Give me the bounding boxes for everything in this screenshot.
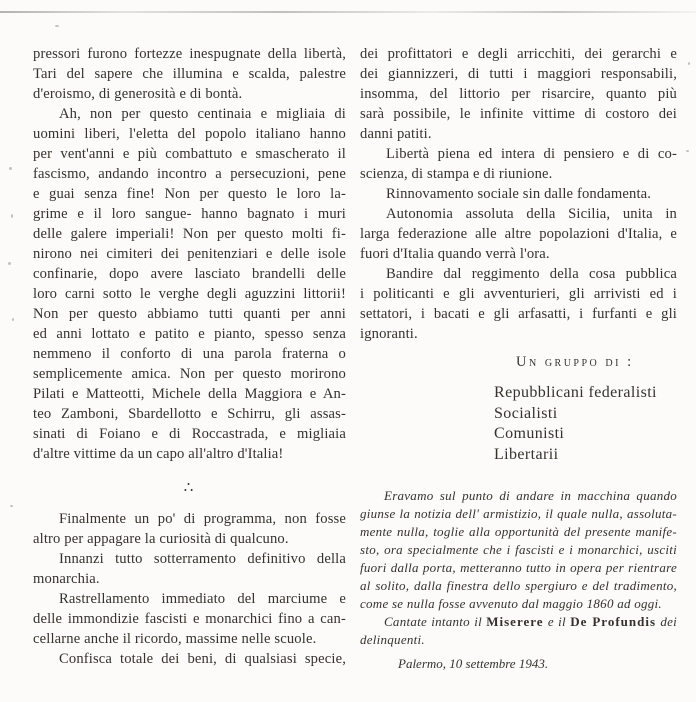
text-line: delle immondizie fascisti e monarchici fino a can- <box>33 611 346 627</box>
text-line: Rinnovamento sociale sin dalle fondamenta. <box>386 186 652 202</box>
text-line: Tari del sapere che illumina e scalda, palestre <box>33 66 346 82</box>
signatory-item: Socialisti <box>494 404 558 422</box>
text-line: fuori d'Italia quando verrà l'ora. <box>360 246 550 262</box>
text-line: pressori furono fortezze inespugnate della libertà, <box>33 46 346 62</box>
text-line: semplicemente amica. Non per questo morirono <box>33 366 346 382</box>
scan-speck <box>11 214 13 218</box>
text-line: larga federazione alle altre popolazioni d'Italia, e <box>360 226 677 242</box>
text-line: delle galere imperiali! Non per questo molti fi- <box>33 226 346 242</box>
text-line: uomini liberi, l'eletta del popolo italiano hanno <box>33 126 346 142</box>
emphasis-roman: De Profundis <box>570 614 657 629</box>
signatories-list <box>360 383 677 465</box>
text-line: delinquenti. <box>360 632 425 647</box>
asterism-separator-icon: ∴ <box>183 480 196 496</box>
text-line: fuori dalla porta, metteranno tutto in opera per rientrare <box>360 560 677 575</box>
scan-speck <box>686 150 689 152</box>
scan-speck <box>55 25 59 27</box>
signatory-item: Libertarii <box>494 445 559 463</box>
text-line: giunse la notizia dell' armistizio, il quale nulla, assoluta- <box>360 506 677 521</box>
text-line: teo Zamboni, Sbardellotto e Schirru, gli assas- <box>33 406 346 422</box>
text-line: Ah, non per questo centinaia e migliaia di <box>59 106 346 122</box>
text-line: e guai senza fine! Non per questo le loro la- <box>33 186 346 202</box>
text-line: mente nulla, toglie alla opportunità del presente manife- <box>360 524 677 539</box>
text-line: d'eroismo, di generosità e di bontà. <box>33 86 243 102</box>
text-line: cellarne anche il ricordo, massime nelle scuole. <box>33 631 317 647</box>
text-line: nemmeno il conforto di una parola fraterna o <box>33 346 346 362</box>
text-line: Innanzi tutto sotterramento definitivo della <box>59 551 346 567</box>
text-line: Rastrellamento immediato del marciume e <box>59 591 346 607</box>
scan-speck <box>688 62 690 65</box>
text-line: ignoranti. <box>360 326 418 342</box>
text-line: fascismo, andando incontro a persecuzioni, pene <box>33 166 346 182</box>
text-line: come se nulla fosse avvenuto dal maggio 1860 ad oggi. <box>360 596 662 611</box>
left-column-part2 <box>33 509 346 669</box>
text-line: dei giannizzeri, di tutti i maggiori responsabili, <box>360 66 677 82</box>
text-line: nirono nei cimiteri dei penitenziari e delle isole <box>33 246 346 262</box>
text-line: dei profittatori e degli arricchiti, dei gerarchi e <box>360 46 677 62</box>
text-line: danni patiti. <box>360 126 432 142</box>
scan-speck <box>8 262 11 265</box>
text-line: Non per questo abbiamo tutti quanti per anni <box>33 306 346 322</box>
signatory-item: Repubblicani federalisti <box>494 384 657 401</box>
text-line: i politicanti e gli avventurieri, gli arrivisti ed i <box>360 286 677 302</box>
text-line: d'altre vittime da un capo all'altro d'Italia! <box>33 446 284 462</box>
text-line: Finalmente un po' di programma, non fosse <box>59 511 346 527</box>
text-line: loro carni sotto le verghe degli aguzzini littorii! <box>33 286 346 302</box>
text-line: Pilati e Matteotti, Michele della Maggiora e An- <box>33 386 346 402</box>
text-line: sinati di Foiano e di Roccastrada, e migliaia <box>33 426 346 442</box>
text-line: sto, ora specialmente che i fascisti e i monarchici, usciti <box>360 542 677 557</box>
scan-speck <box>10 505 13 507</box>
text-line: Cantate intanto il Miserere e il De Profundis dei <box>384 614 677 629</box>
text-line: sarà possibile, le infinite vittime di costoro dei <box>360 106 677 122</box>
text-line: Bandire dal reggimento della cosa pubblica <box>386 266 677 282</box>
text-line: settatori, i bacati e gli arfasatti, i furfanti e gli <box>360 306 677 322</box>
text-line: al solito, dalla finestra dello spergiuro e del tradimento, <box>360 578 677 593</box>
text-line: insomma, del littorio per risarcire, quanto più <box>360 86 677 102</box>
signatory-item: Comunisti <box>494 425 565 442</box>
right-column <box>360 44 677 672</box>
text-line: ed anni lottato e patito e pianto, spesso senza <box>33 326 346 342</box>
scan-speck <box>12 318 14 321</box>
left-column <box>33 44 346 669</box>
dateline: Palermo, 10 settembre 1943. <box>398 656 549 671</box>
text-line: Confisca totale dei beni, di qualsiasi specie, <box>59 651 346 667</box>
left-column-part1 <box>33 44 346 464</box>
emphasis-roman: Miserere <box>486 614 544 629</box>
scan-speck <box>9 167 12 170</box>
group-heading: Un gruppo di : <box>516 354 634 370</box>
text-line: confinarie, dopo avere lasciato brandelli delle <box>33 266 346 282</box>
postscript-block <box>360 487 677 649</box>
text-line: Libertà piena ed intera di pensiero e di co- <box>386 146 677 162</box>
text-line: Eravamo sul punto di andare in macchina quando <box>384 488 677 503</box>
text-line: grime e il loro sangue- hanno bagnato i muri <box>33 206 346 222</box>
text-line: monarchia. <box>33 571 100 587</box>
text-line: Autonomia assoluta della Sicilia, unita in <box>386 206 677 222</box>
text-line: altro per appagare la curiosità di qualcuno. <box>33 531 289 547</box>
right-column-paragraphs <box>360 44 677 344</box>
text-line: scienza, di stampa e di riunione. <box>360 166 553 182</box>
text-line: per vent'anni e più combattuto e smascherato il <box>33 146 346 162</box>
scan-artifact-topline <box>0 11 696 13</box>
